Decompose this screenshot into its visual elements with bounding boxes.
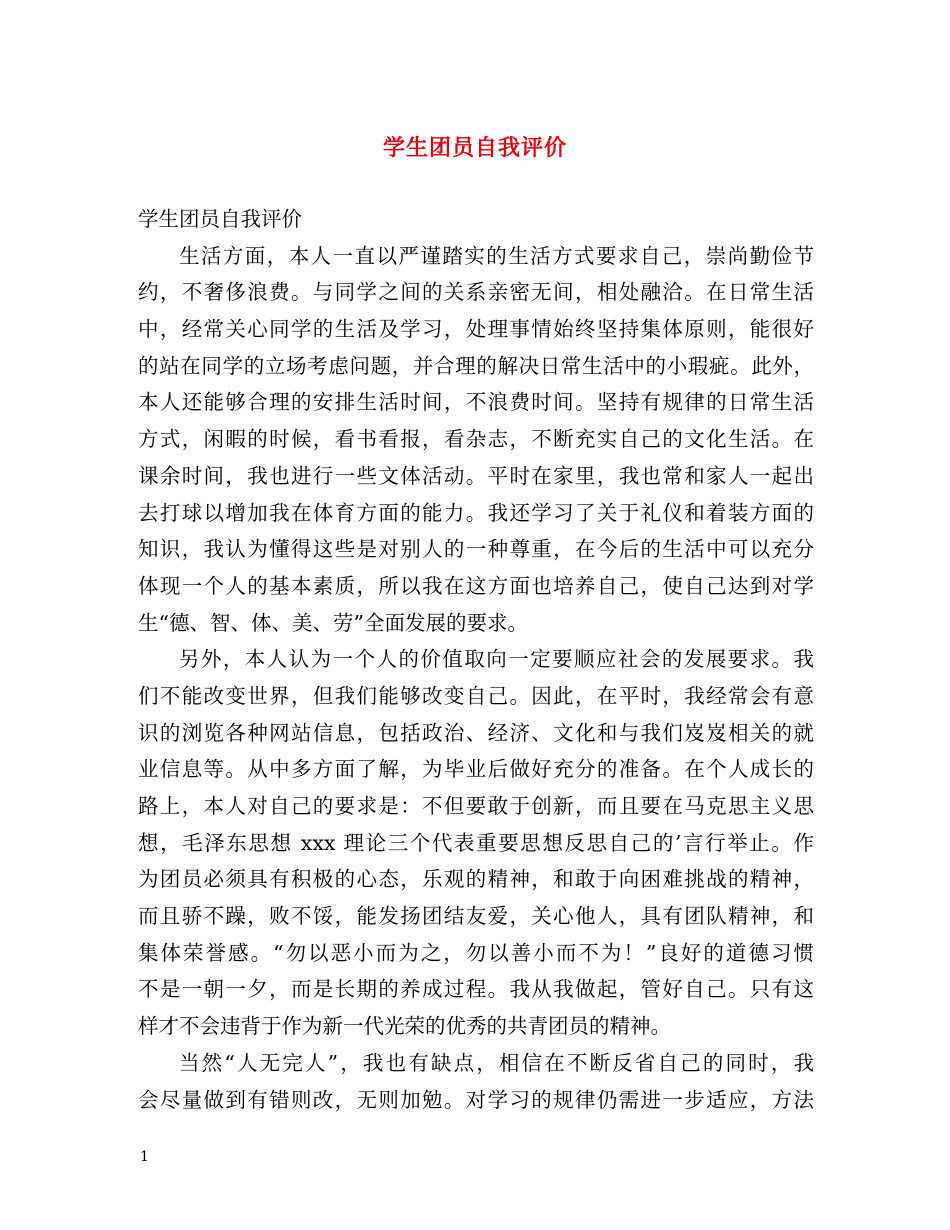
body-line: 约，不奢侈浪费。与同学之间的关系亲密无间，相处融洽。在日常生活 <box>138 280 814 305</box>
body-line: 本人还能够合理的安排生活时间，不浪费时间。坚持有规律的日常生活 <box>138 390 814 415</box>
body-line: 生“德、智、体、美、劳”全面发展的要求。 <box>138 610 528 635</box>
body-line: 业信息等。从中多方面了解，为毕业后做好充分的准备。在个人成长的 <box>138 757 814 782</box>
body-line: 为团员必须具有积极的心态，乐观的精神，和敢于向困难挑战的精神， <box>138 867 814 892</box>
body-line: 生活方面，本人一直以严谨踏实的生活方式要求自己，崇尚勤俭节 <box>179 243 814 268</box>
body-line: 课余时间，我也进行一些文体活动。平时在家里，我也常和家人一起出 <box>138 463 814 488</box>
body-line: 当然“人无完人”，我也有缺点，相信在不断反省自己的同时，我 <box>179 1050 814 1075</box>
body-line: 识的浏览各种网站信息，包括政治、经济、文化和与我们岌岌相关的就 <box>138 720 814 745</box>
body-line: 体现一个人的基本素质，所以我在这方面也培养自己，使自己达到对学 <box>138 573 814 598</box>
body-line: 不是一朝一夕，而是长期的养成过程。我从我做起，管好自己。只有这 <box>138 977 814 1002</box>
body-line: 学生团员自我评价 <box>138 207 302 231</box>
body-line: 另外，本人认为一个人的价值取向一定要顺应社会的发展要求。我 <box>179 647 814 672</box>
body-line: 知识，我认为懂得这些是对别人的一种尊重，在今后的生活中可以充分 <box>138 537 814 562</box>
body-line: 集体荣誉感。“勿以恶小而为之，勿以善小而不为！”良好的道德习惯 <box>138 940 814 965</box>
body-line: 路上，本人对自己的要求是：不但要敢于创新，而且要在马克思主义思 <box>138 794 814 818</box>
body-line: 想，毛泽东思想 xxx 理论三个代表重要思想反思自己的’言行举止。作 <box>138 830 814 855</box>
body-line: 样才不会违背于作为新一代光荣的优秀的共青团员的精神。 <box>138 1014 671 1039</box>
document-title: 学生团员自我评价 <box>382 135 567 161</box>
body-line: 而且骄不躁，败不馁，能发扬团结友爱，关心他人，具有团队精神，和 <box>138 904 814 929</box>
page-number: 1 <box>140 1149 149 1165</box>
body-line: 会尽量做到有错则改，无则加勉。对学习的规律仍需进一步适应，方法 <box>138 1087 814 1112</box>
body-line: 的站在同学的立场考虑问题，并合理的解决日常生活中的小瑕疵。此外， <box>138 353 814 378</box>
body-line: 方式，闲暇的时候，看书看报，看杂志，不断充实自己的文化生活。在 <box>138 427 814 452</box>
body-line: 们不能改变世界，但我们能够改变自己。因此，在平时，我经常会有意 <box>138 683 814 708</box>
body-line: 去打球以增加我在体育方面的能力。我还学习了关于礼仪和着装方面的 <box>138 500 814 525</box>
body-line: 中，经常关心同学的生活及学习，处理事情始终坚持集体原则，能很好 <box>138 317 814 342</box>
document-body <box>138 201 814 1118</box>
